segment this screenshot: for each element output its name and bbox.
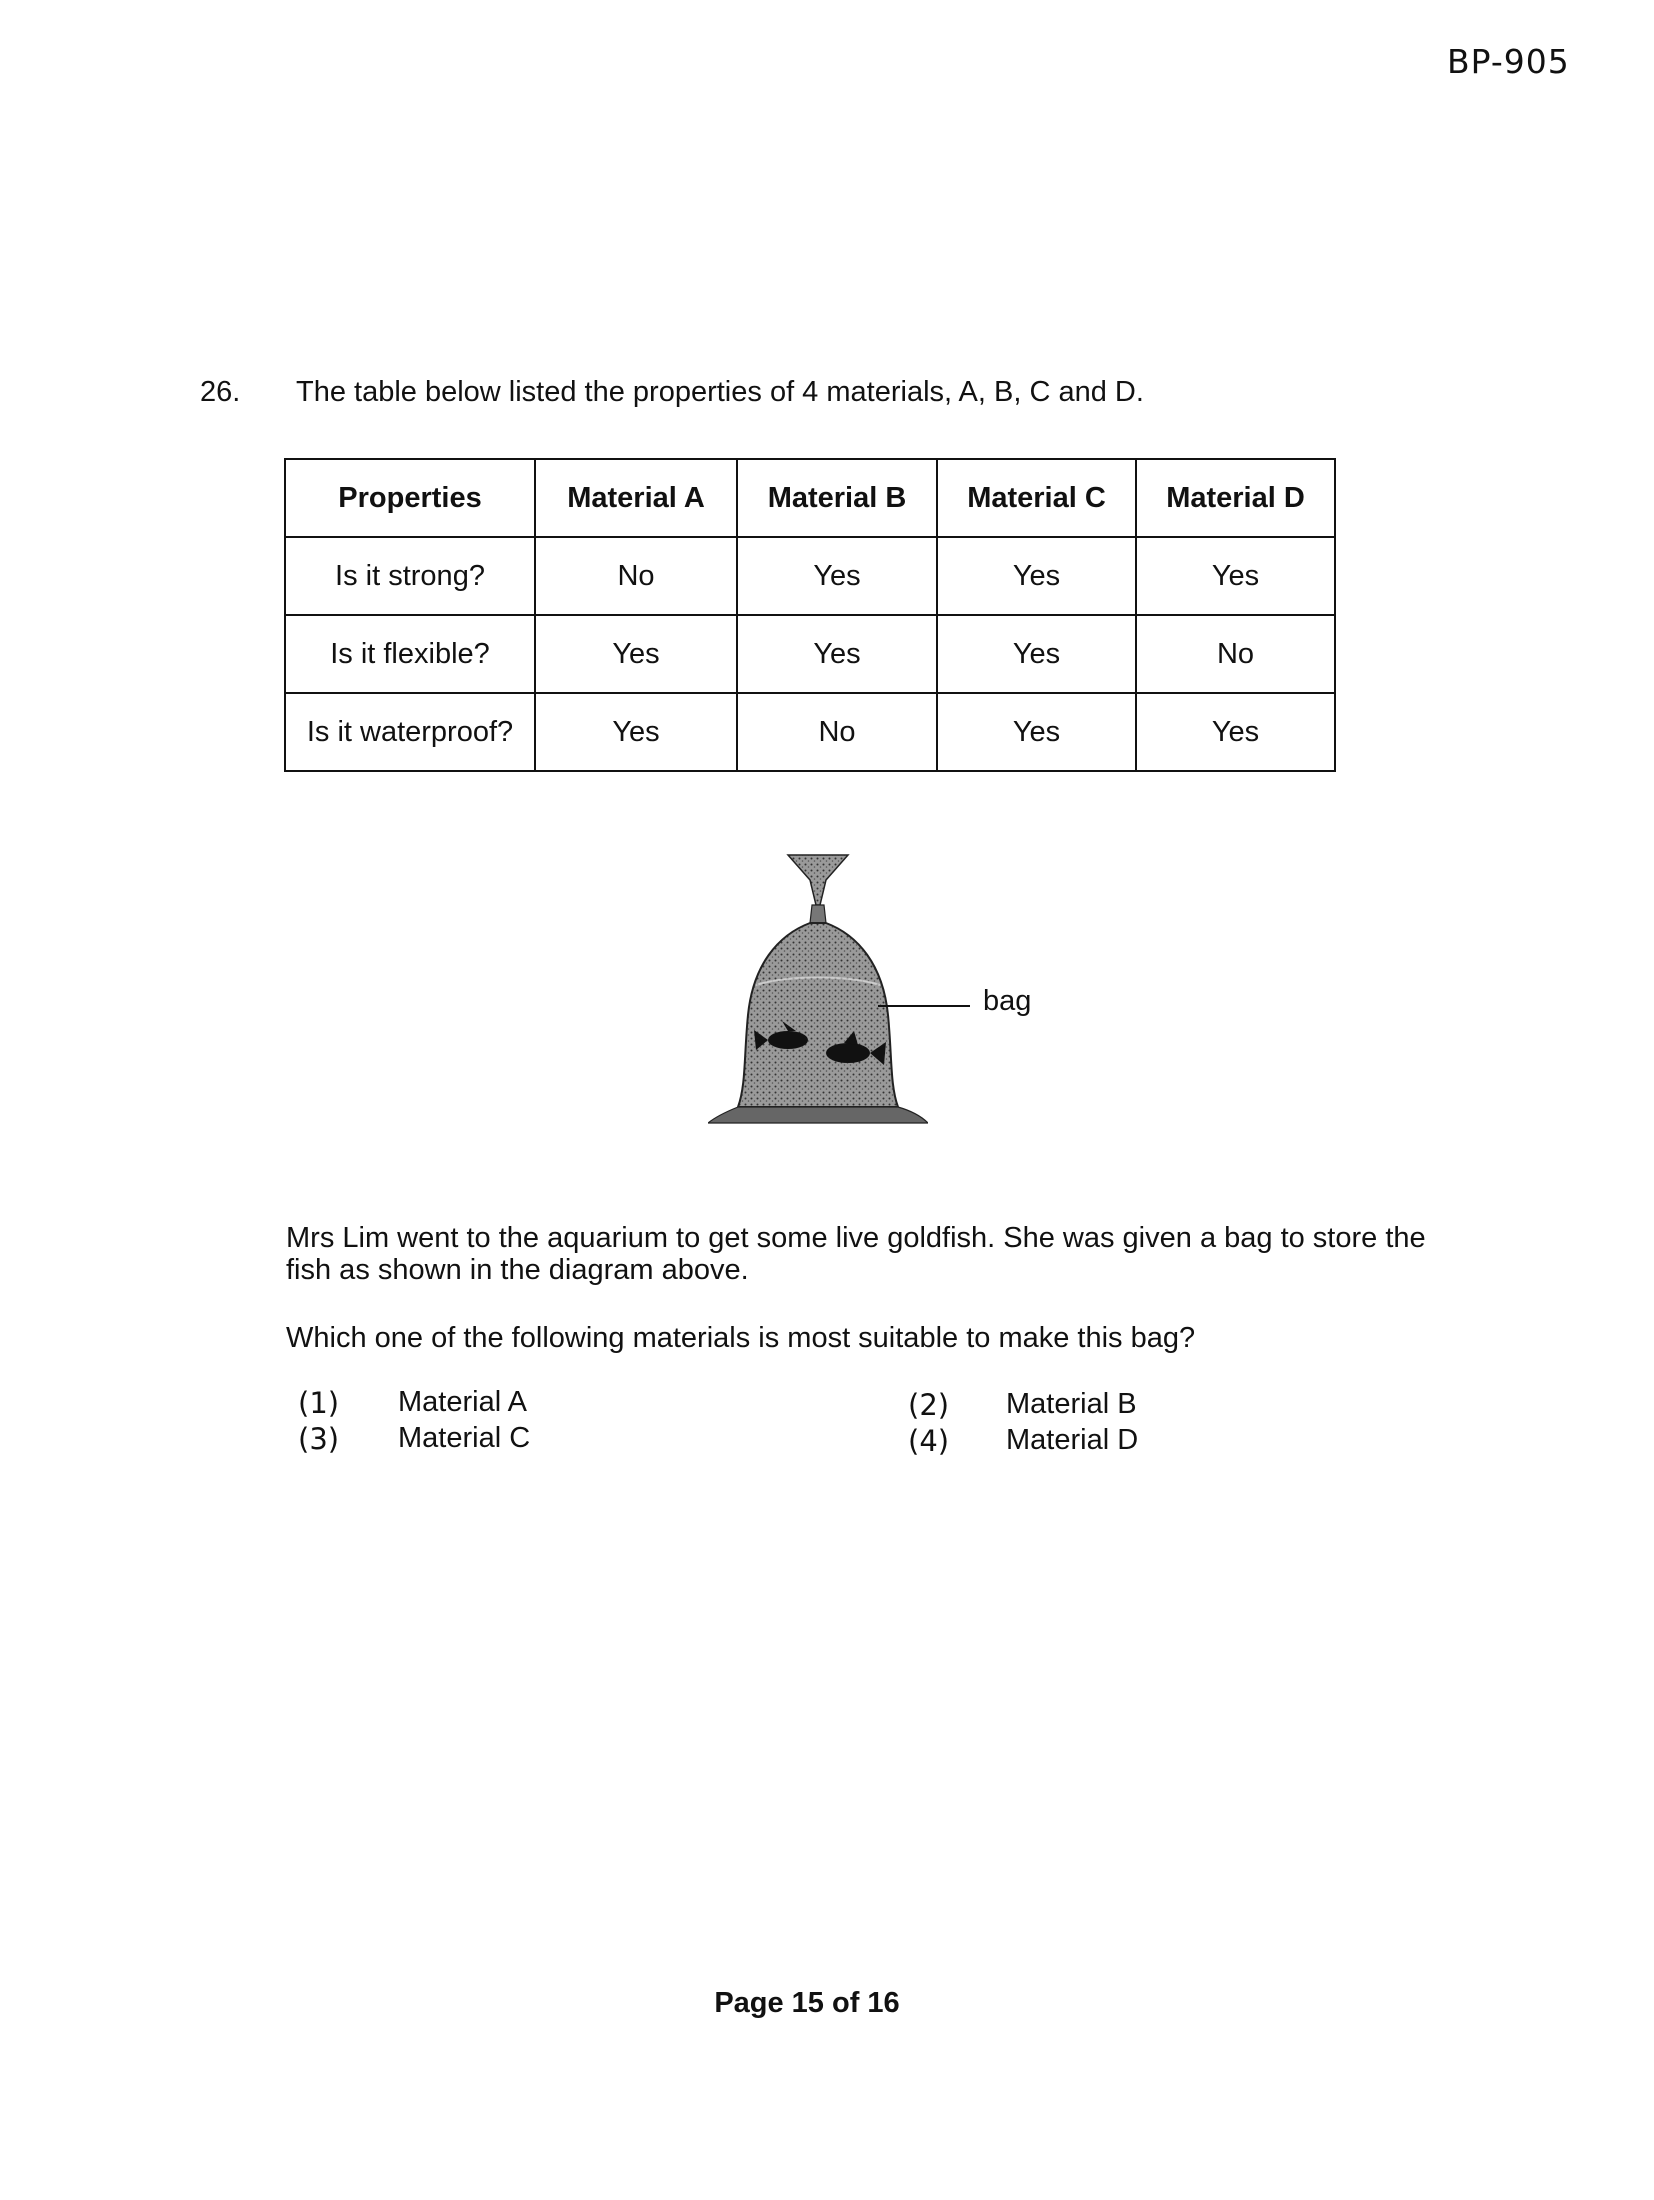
header-cell: Material A	[535, 459, 737, 537]
table-cell: Yes	[737, 537, 937, 615]
table-cell: Yes	[737, 615, 937, 693]
table-row	[285, 615, 1335, 693]
option-number: (4)	[908, 1424, 950, 1458]
question-paragraph: Mrs Lim went to the aquarium to get some live goldfish. She was given a bag to store the fish as shown in the diagram above.	[286, 1222, 1426, 1286]
option-text: Material D	[1006, 1424, 1139, 1456]
table-cell: Yes	[535, 615, 737, 693]
fish-bag-illustration	[708, 845, 928, 1135]
table-cell: Yes	[1136, 693, 1335, 771]
table-header-row	[285, 459, 1335, 537]
table-cell: Yes	[1136, 537, 1335, 615]
header-cell: Properties	[285, 459, 535, 537]
option-text: Material B	[1006, 1388, 1137, 1420]
question-prompt: Which one of the following materials is most suitable to make this bag?	[286, 1322, 1196, 1354]
question-intro: The table below listed the properties of 4 materials, A, B, C and D.	[296, 376, 1144, 408]
table-cell: No	[737, 693, 937, 771]
table-cell: Is it flexible?	[285, 615, 535, 693]
option-number: (2)	[908, 1388, 950, 1422]
table-cell: Is it waterproof?	[285, 693, 535, 771]
table-cell: Yes	[937, 537, 1136, 615]
table-cell: Yes	[535, 693, 737, 771]
table-cell: Is it strong?	[285, 537, 535, 615]
table-row	[285, 537, 1335, 615]
label-leader-line	[878, 1005, 970, 1007]
header-cell: Material B	[737, 459, 937, 537]
document-code: BP-905	[1447, 42, 1570, 81]
table-cell: No	[535, 537, 737, 615]
header-cell: Material C	[937, 459, 1136, 537]
table-cell: Yes	[937, 693, 1136, 771]
header-cell: Material D	[1136, 459, 1335, 537]
option-text: Material A	[398, 1386, 527, 1418]
option-number: (1)	[298, 1386, 340, 1420]
table-cell: Yes	[937, 615, 1136, 693]
option-number: (3)	[298, 1422, 340, 1456]
question-number: 26.	[200, 376, 241, 408]
table-row	[285, 693, 1335, 771]
option-text: Material C	[398, 1422, 531, 1454]
bag-label: bag	[983, 985, 1032, 1017]
table-cell: No	[1136, 615, 1335, 693]
page-number: Page 15 of 16	[714, 1987, 900, 2019]
properties-table	[284, 458, 1336, 772]
